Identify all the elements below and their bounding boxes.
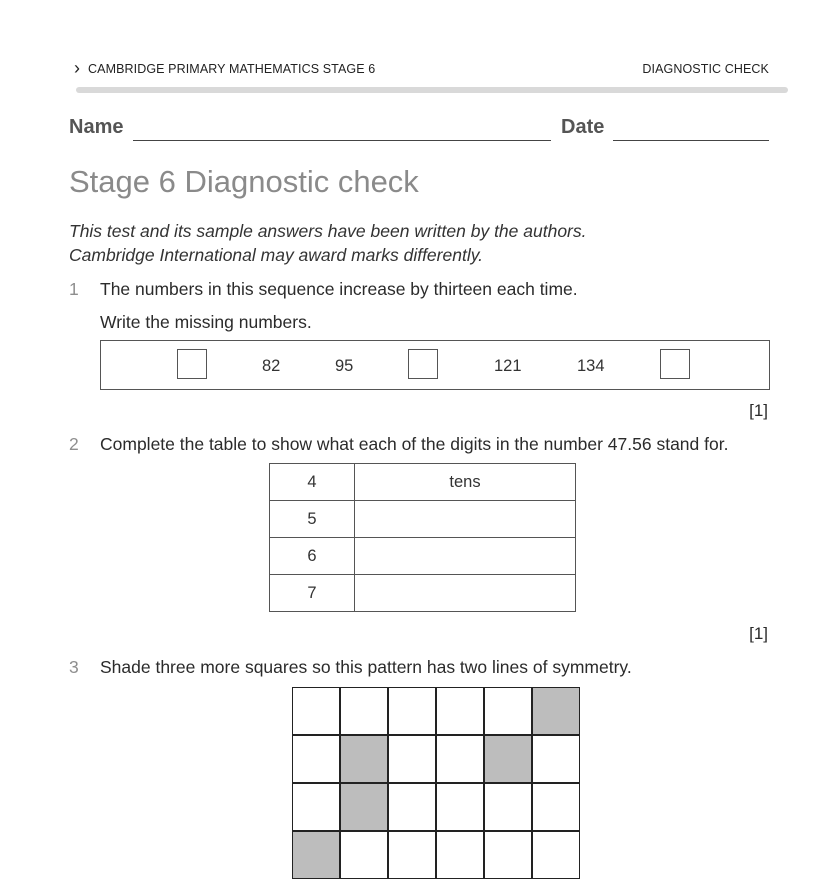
digit-cell: 4 bbox=[270, 464, 355, 501]
grid-cell[interactable] bbox=[388, 783, 436, 831]
sequence-number: 121 bbox=[494, 357, 522, 375]
place-value-table bbox=[269, 463, 576, 612]
value-answer-cell[interactable] bbox=[355, 575, 576, 612]
q2-text: Complete the table to show what each of the digits in the number 47.56 stand for. bbox=[100, 434, 729, 454]
q2-marks: [1] bbox=[749, 624, 768, 643]
grid-cell[interactable] bbox=[484, 831, 532, 879]
symmetry-grid bbox=[292, 687, 580, 879]
q1-instruction: Write the missing numbers. bbox=[100, 312, 312, 332]
digit-cell: 6 bbox=[270, 538, 355, 575]
grid-cell[interactable] bbox=[292, 735, 340, 783]
grid-cell[interactable] bbox=[388, 831, 436, 879]
name-field[interactable] bbox=[133, 140, 551, 141]
grid-cell[interactable] bbox=[484, 783, 532, 831]
grid-cell[interactable] bbox=[340, 831, 388, 879]
sequence-box bbox=[100, 340, 770, 390]
grid-cell[interactable] bbox=[292, 687, 340, 735]
grid-cell[interactable] bbox=[436, 687, 484, 735]
value-answer-cell[interactable] bbox=[355, 501, 576, 538]
grid-cell-shaded[interactable] bbox=[292, 831, 340, 879]
header-course-title: CAMBRIDGE PRIMARY MATHEMATICS STAGE 6 bbox=[88, 62, 376, 76]
intro-line-1: This test and its sample answers have been written by the authors. bbox=[69, 221, 587, 241]
grid-cell[interactable] bbox=[436, 783, 484, 831]
grid-cell[interactable] bbox=[388, 687, 436, 735]
grid-cell[interactable] bbox=[436, 735, 484, 783]
table-row bbox=[270, 501, 576, 538]
header-divider bbox=[76, 87, 788, 93]
grid-cell[interactable] bbox=[532, 783, 580, 831]
grid-cell[interactable] bbox=[340, 687, 388, 735]
name-label: Name bbox=[69, 116, 124, 138]
grid-cell[interactable] bbox=[292, 783, 340, 831]
value-answer-cell[interactable] bbox=[355, 538, 576, 575]
sequence-number: 134 bbox=[577, 357, 605, 375]
grid-cell-shaded[interactable] bbox=[340, 735, 388, 783]
header-section-title: DIAGNOSTIC CHECK bbox=[642, 62, 769, 76]
digit-cell: 7 bbox=[270, 575, 355, 612]
q3-number: 3 bbox=[69, 657, 79, 677]
grid-cell-shaded[interactable] bbox=[340, 783, 388, 831]
name-date-row bbox=[69, 116, 769, 144]
q2-number: 2 bbox=[69, 434, 79, 454]
grid-cell[interactable] bbox=[436, 831, 484, 879]
grid-cell[interactable] bbox=[484, 687, 532, 735]
grid-cell-shaded[interactable] bbox=[532, 687, 580, 735]
page-title: Stage 6 Diagnostic check bbox=[69, 164, 419, 199]
sequence-answer-box-3[interactable] bbox=[660, 349, 690, 379]
grid-cell[interactable] bbox=[388, 735, 436, 783]
date-label: Date bbox=[561, 116, 605, 138]
grid-cell-shaded[interactable] bbox=[484, 735, 532, 783]
sequence-answer-box-1[interactable] bbox=[177, 349, 207, 379]
sequence-number: 82 bbox=[262, 357, 281, 375]
grid-cell[interactable] bbox=[532, 735, 580, 783]
value-cell: tens bbox=[355, 464, 576, 501]
q1-text: The numbers in this sequence increase by thirteen each time. bbox=[100, 279, 578, 299]
q1-marks: [1] bbox=[749, 401, 768, 420]
grid-cell[interactable] bbox=[532, 831, 580, 879]
q1-number: 1 bbox=[69, 279, 79, 299]
chevron-right-icon: › bbox=[74, 58, 80, 78]
table-row bbox=[270, 538, 576, 575]
table-row bbox=[270, 464, 576, 501]
sequence-number: 95 bbox=[335, 357, 354, 375]
q3-text: Shade three more squares so this pattern has two lines of symmetry. bbox=[100, 657, 632, 677]
digit-cell: 5 bbox=[270, 501, 355, 538]
date-field[interactable] bbox=[613, 140, 769, 141]
table-row bbox=[270, 575, 576, 612]
sequence-answer-box-2[interactable] bbox=[408, 349, 438, 379]
intro-line-2: Cambridge International may award marks differently. bbox=[69, 245, 484, 265]
